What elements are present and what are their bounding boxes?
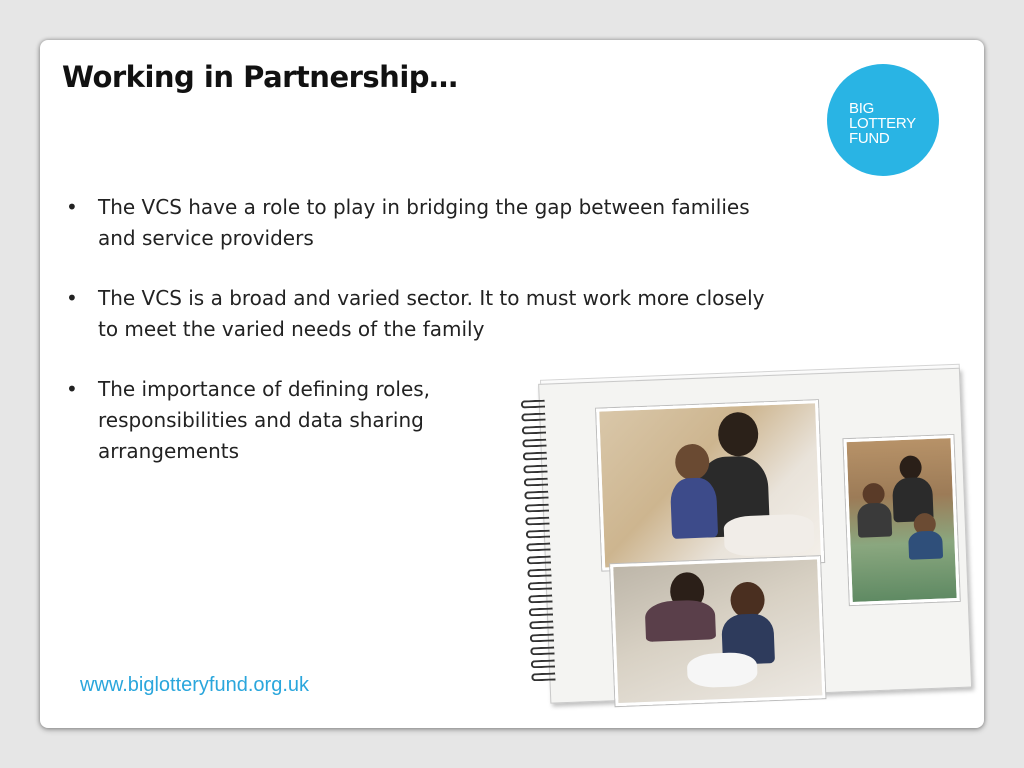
big-lottery-fund-logo — [827, 64, 939, 176]
logo-line-big: BIG — [849, 100, 874, 117]
logo-line-lottery: LOTTERY — [849, 115, 916, 132]
footer-url: www.biglotteryfund.org.uk — [80, 674, 310, 696]
bullet-item — [62, 374, 508, 467]
bullet-text: The VCS have a role to play in bridging the gap between families and service providers — [98, 195, 750, 250]
bullet-item — [62, 283, 782, 345]
notebook-photo-collage — [520, 360, 974, 707]
photo-adult-and-child — [596, 400, 824, 570]
bullet-icon: • — [66, 286, 78, 310]
bullet-text: The importance of defining roles, responsibilities and data sharing arrangements — [98, 377, 431, 463]
bullet-text: The VCS is a broad and varied sector. It to must work more closely to meet the varied needs of the family — [98, 286, 765, 341]
photo-children-at-table — [610, 556, 825, 706]
notebook-page — [538, 368, 972, 704]
slide — [40, 40, 984, 728]
logo-line-fund: FUND — [849, 130, 890, 147]
bullet-icon: • — [66, 377, 78, 401]
bullet-icon: • — [66, 195, 78, 219]
logo-text — [849, 101, 916, 146]
bullet-item — [62, 192, 782, 254]
photo-classroom-group — [843, 435, 959, 605]
slide-title: Working in Partnership… — [62, 60, 458, 94]
